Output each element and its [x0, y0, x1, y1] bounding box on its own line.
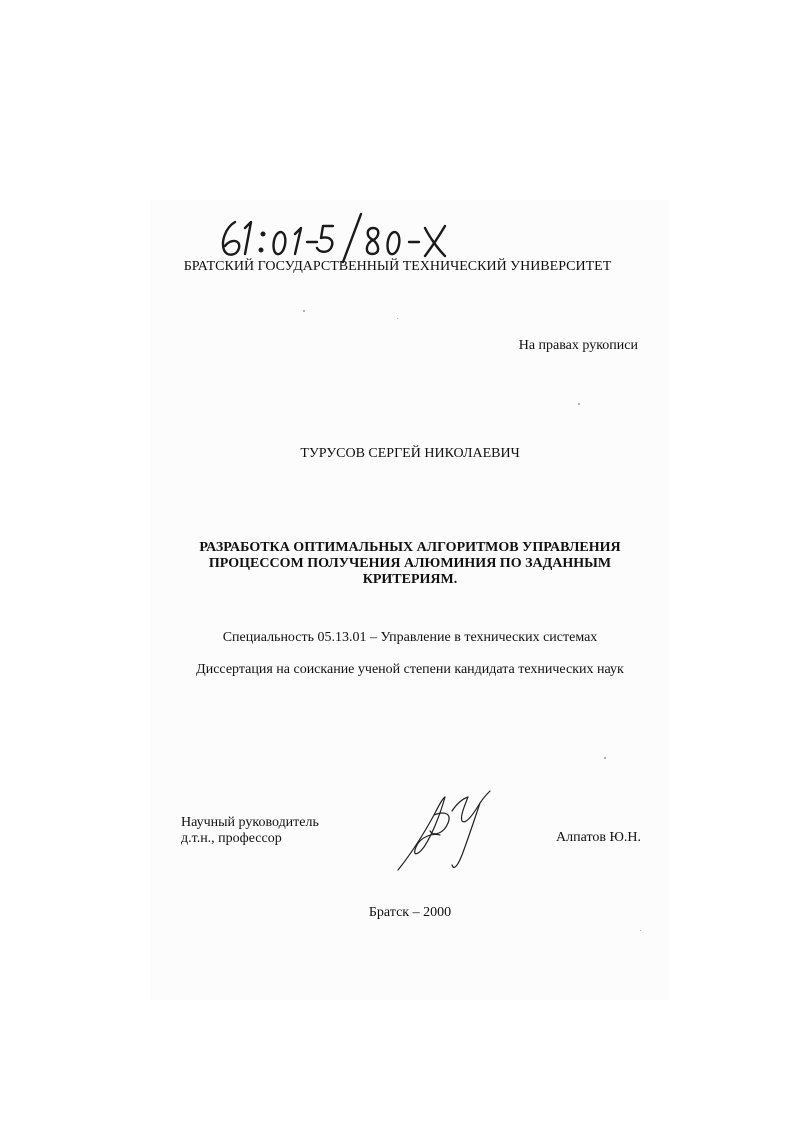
advisor-title: Научный руководитель	[181, 815, 319, 830]
scan-speck	[604, 757, 606, 759]
specialty: Специальность 05.13.01 – Управление в технических системах	[222, 630, 598, 645]
title-line: РАЗРАБОТКА ОПТИМАЛЬНЫХ АЛГОРИТМОВ УПРАВЛЕНИЯ	[199, 540, 621, 555]
scan-speck	[397, 318, 398, 319]
advisor-label	[181, 815, 319, 847]
university-name: БРАТСКИЙ ГОСУДАРСТВЕННЫЙ ТЕХНИЧЕСКИЙ УНИВЕРСИТЕТ	[183, 259, 612, 274]
scan-speck	[578, 403, 580, 405]
scan-background	[150, 200, 670, 1000]
dissertation-title	[195, 540, 625, 588]
scan-speck	[303, 310, 305, 312]
degree-statement: Диссертация на соискание ученой степени кандидата технических наук	[196, 662, 624, 677]
title-line: ПРОЦЕССОМ ПОЛУЧЕНИЯ АЛЮМИНИЯ ПО ЗАДАННЫМ	[208, 556, 612, 571]
handwritten-archive-code	[215, 210, 455, 265]
advisor-name: Алпатов Ю.Н.	[556, 830, 641, 845]
signature	[390, 785, 500, 875]
advisor-degree: д.т.н., профессор	[181, 831, 282, 846]
manuscript-rights: На правах рукописи	[518, 338, 638, 353]
author-name: ТУРУСОВ СЕРГЕЙ НИКОЛАЕВИЧ	[300, 446, 520, 461]
title-line: КРИТЕРИЯМ.	[362, 572, 458, 587]
scan-speck	[640, 930, 641, 931]
city-year: Братск – 2000	[368, 905, 452, 920]
